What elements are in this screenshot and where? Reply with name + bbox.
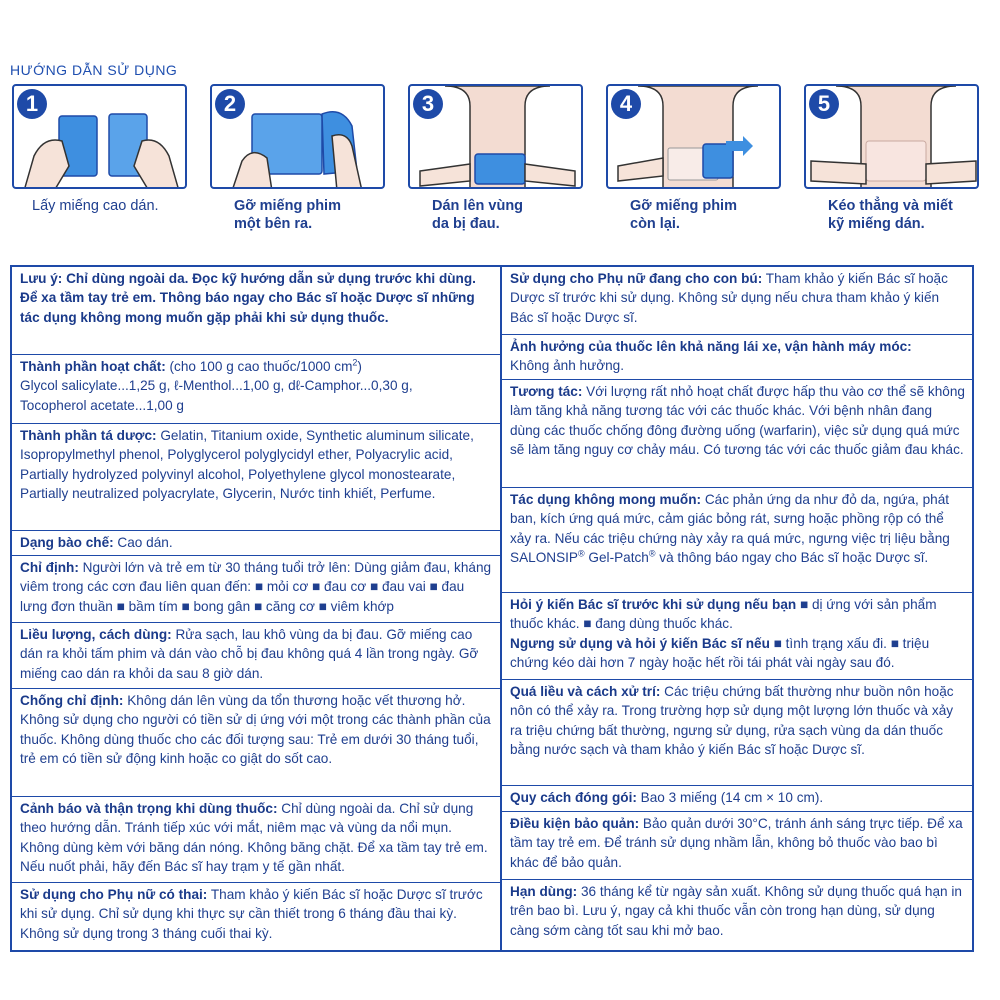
section-quy-cach (502, 786, 972, 812)
heading: Ảnh hưởng của thuốc lên khả năng lái xe, vận hành máy móc: (510, 339, 912, 354)
step-3-illustration (408, 84, 583, 189)
step-2-caption: Gỡ miếng phim một bên ra. (234, 198, 341, 232)
body: Tham khảo ý kiến Bác sĩ hoặc Dược sĩ trước khi sử dụng. Không sử dụng nếu chưa tham khảo ý kiến Bác sĩ hoặc Dược sĩ. (510, 271, 948, 325)
body: ■ dị ứng với sản phẩm thuốc khác. ■ đang dùng thuốc khác. (510, 597, 937, 632)
section-tuong-tac (502, 380, 972, 488)
step-4-caption: Gỡ miếng phim còn lại. (630, 198, 737, 232)
body: Bao 3 miếng (14 cm × 10 cm). (636, 790, 824, 805)
registered-mark: ® (578, 548, 585, 559)
body: Rửa sạch, lau khô vùng da bị đau. Gỡ miếng cao dán ra khỏi tấm phim và dán vào chỗ bị đau không quá 4 lần trong ngày. Gỡ miếng cao dán ra khỏi da sau 8 giờ dán. (20, 627, 479, 681)
step-number: 1 (17, 89, 47, 119)
step-1-illustration (12, 84, 187, 189)
section-dieu-kien-bao-quan (502, 812, 972, 880)
left-column (12, 267, 502, 950)
stop-use-line (510, 634, 966, 673)
body: Bảo quản dưới 30°C, tránh ánh sáng trực tiếp. Để xa tầm tay trẻ em. Để tránh sử dụng nhầm lẫn, không bỏ thuốc vào bao bì khác để bảo quản. (510, 816, 963, 870)
step-3-caption: Dán lên vùng da bị đau. (432, 198, 524, 232)
section-dang-bao-che (12, 531, 500, 556)
section-phu-nu-co-thai (12, 883, 500, 946)
step-5-illustration (804, 84, 979, 189)
section-ta-duoc (12, 424, 500, 531)
step-1-caption: Lấy miếng cao dán. (32, 198, 159, 214)
section-lieu-luong (12, 623, 500, 689)
instructions-title: HƯỚNG DẪN SỬ DỤNG (10, 62, 178, 78)
info-table (10, 265, 974, 952)
body-line: Tocopherol acetate...1,00 g (20, 397, 184, 413)
section-luu-y (12, 267, 500, 355)
section-tac-dung-khong-mong-muon (502, 488, 972, 593)
body-line: Glycol salicylate...1,25 g, ℓ-Menthol...1,00 g, dℓ-Camphor...0,30 g, (20, 378, 413, 394)
heading: Thành phần tá dược: (20, 428, 157, 443)
step-2 (210, 84, 385, 233)
step-number: 3 (413, 89, 443, 119)
body: (cho 100 g cao thuốc/1000 cm (165, 359, 353, 374)
step-number: 5 (809, 89, 839, 119)
body: Không dán lên vùng da tổn thương hoặc vết thương hở. Không sử dụng cho người có tiền sử dị ứng với một trong các thành phần của thuốc. Không dùng thuốc cho các đối tượng sau: Trẻ em dưới 30 tháng tuổi, trẻ em có tiền sử động kinh hoặc co giật do sốt cao. (20, 693, 491, 767)
step-3 (408, 84, 583, 233)
body: Tham khảo ý kiến Bác sĩ hoặc Dược sĩ trước khi sử dụng. Chỉ sử dụng khi thực sự cần thiết trong 6 tháng đầu thai kỳ. Không sử dụng trong 3 tháng cuối thai kỳ. (20, 887, 483, 941)
step-number: 4 (611, 89, 641, 119)
body: Người lớn và trẻ em từ 30 tháng tuổi trở lên: Dùng giảm đau, kháng viêm trong các cơn đau liên quan đến: ■ mỏi cơ ■ đau cơ ■ đau vai ■ đau lưng đơn thuần ■ bầm tím ■ bong gân ■ căng cơ ■ viêm khớp (20, 560, 492, 614)
section-hoi-y-kien (502, 593, 972, 680)
heading: Tương tác: (510, 384, 583, 399)
body: và thông báo ngay cho Bác sĩ hoặc Dược sĩ. (655, 550, 929, 566)
warning-text: Lưu ý: Chỉ dùng ngoài da. Đọc kỹ hướng dẫn sử dụng trước khi dùng. Để xa tầm tay trẻ em. Thông báo ngay cho Bác sĩ hoặc Dược sĩ những tác dụng không mong muốn gặp phải khi sử dụng thuốc. (20, 271, 476, 325)
heading: Sử dụng cho Phụ nữ đang cho con bú: (510, 271, 763, 286)
section-chi-dinh (12, 556, 500, 623)
body: 36 tháng kể từ ngày sản xuất. Không sử dụng thuốc quá hạn in trên bao bì. Lưu ý, ngay cả khi thuốc vẫn còn trong hạn dùng, sử dụng càng sớm càng tốt sau khi mở bao. (510, 884, 962, 938)
heading: Điều kiện bảo quản: (510, 816, 640, 831)
step-number: 2 (215, 89, 245, 119)
step-1 (12, 84, 187, 215)
body: Không ảnh hưởng. (510, 358, 625, 374)
right-column (502, 267, 972, 950)
heading: Tác dụng không mong muốn: (510, 492, 702, 507)
body: Chỉ dùng ngoài da. Chỉ sử dụng theo hướng dẫn. Tránh tiếp xúc với mắt, niêm mạc và vùng da nổi mụn. Không dùng kèm với băng dán nóng. Không băng chặt. Để xa tầm tay trẻ em. Nếu nuốt phải, hãy đến Bác sĩ hay trạm y tế gần nhất. (20, 801, 488, 875)
body: Với lượng rất nhỏ hoạt chất được hấp thu vào cơ thể sẽ không làm tăng khả năng tương tác với các thuốc khác. Với bệnh nhân đang dùng các thuốc chống đông đường uống (warfarin), việc sử dụng quá mức sẽ làm tăng nguy cơ chảy máu. Có tương tác với các thuốc giảm đau khác. (510, 384, 965, 458)
heading: Ngưng sử dụng và hỏi ý kiến Bác sĩ nếu (510, 635, 770, 651)
step-2-illustration (210, 84, 385, 189)
heading: Dạng bào chế: (20, 535, 114, 550)
heading: Chỉ định: (20, 560, 79, 575)
registered-mark: ® (648, 548, 656, 559)
section-canh-bao (12, 797, 500, 883)
superscript: 2 (352, 357, 358, 368)
step-5 (804, 84, 979, 233)
body: Các phản ứng da như đỏ da, ngứa, phát ban, kích ứng quá mức, cảm giác bỏng rát, sưng hoặc phồng rộp có thể xảy ra. Nếu các triệu chứng này xảy ra quá mức, ngưng việc trị liệu bằng SALONSIP (510, 492, 950, 566)
section-thanh-phan-hoat-chat (12, 355, 500, 424)
step-4 (606, 84, 781, 233)
section-han-dung (502, 880, 972, 943)
body: Gel-Patch (584, 550, 649, 566)
body: Cao dán. (113, 535, 173, 550)
heading: Thành phần hoạt chất: (20, 359, 166, 374)
heading: Liều lượng, cách dùng: (20, 627, 172, 642)
section-chong-chi-dinh (12, 689, 500, 797)
body: ■ tình trạng xấu đi. ■ triệu chứng kéo dài hơn 7 ngày hoặc hết rồi tái phát vài ngày sau đó. (510, 635, 930, 671)
body: Gelatin, Titanium oxide, Synthetic aluminum silicate, Isopropylmethyl phenol, Polyglycerol polyglycidyl ether, Polyacrylic acid, Partially hydrolyzed polyvinyl alcohol, Polyethylene glycol monostearate, Partially neutralized polyacrylate, Glycerin, Nước tinh khiết, Perfume. (20, 428, 474, 502)
usage-steps (12, 84, 982, 259)
heading: Hạn dùng: (510, 884, 578, 899)
body: Các triệu chứng bất thường như buồn nôn hoặc nôn có thể xảy ra. Trong trường hợp sử dụng một lượng lớn thuốc và xảy ra triệu chứng bất thường, ngưng sử dụng, rửa sạch vùng da dán thuốc bằng nước sạch và tham khảo ý kiến Bác sĩ hoặc Dược sĩ. (510, 684, 954, 758)
heading: Sử dụng cho Phụ nữ có thai: (20, 887, 208, 902)
section-cho-con-bu (502, 267, 972, 335)
step-5-caption: Kéo thẳng và miết kỹ miếng dán. (828, 198, 953, 232)
heading: Quy cách đóng gói: (510, 790, 637, 805)
section-anh-huong (502, 335, 972, 380)
step-4-illustration (606, 84, 781, 189)
heading: Cảnh báo và thận trọng khi dùng thuốc: (20, 801, 278, 816)
body: ) (357, 359, 362, 374)
heading: Chống chỉ định: (20, 693, 124, 708)
section-qua-lieu (502, 680, 972, 786)
heading: Hỏi ý kiến Bác sĩ trước khi sử dụng nếu bạn (510, 597, 797, 612)
heading: Quá liều và cách xử trí: (510, 684, 661, 699)
